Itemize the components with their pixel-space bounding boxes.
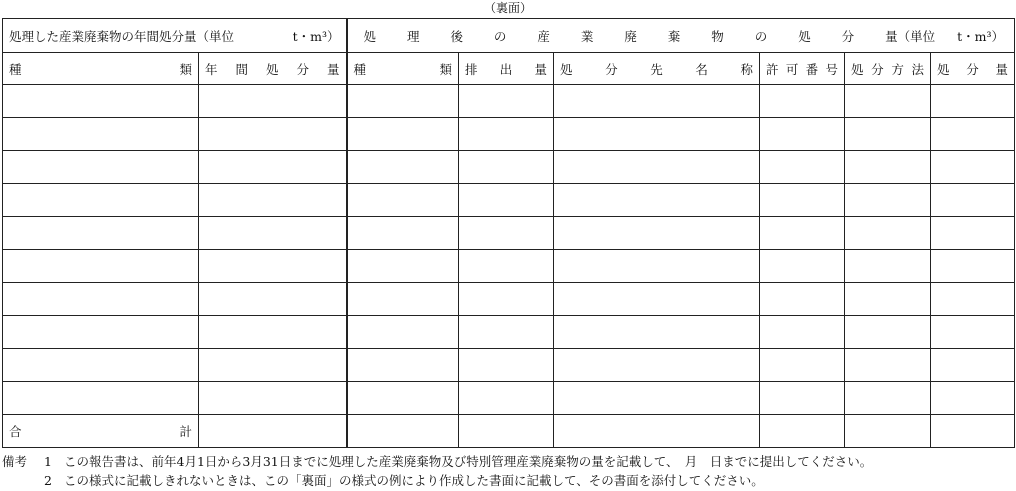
entry-cell-type[interactable]	[3, 118, 199, 151]
entry-cell-post-type[interactable]	[347, 184, 459, 217]
entry-cell-type[interactable]	[3, 316, 199, 349]
header-char: 処	[560, 61, 573, 77]
entry-cell-annual-amount[interactable]	[199, 151, 347, 184]
header-char: 号	[825, 61, 838, 77]
header-char: 量	[534, 61, 547, 77]
col-header-disposal-amount	[931, 53, 1015, 85]
entry-cell-disposal-amount[interactable]	[931, 349, 1015, 382]
entry-cell-disposal-amount[interactable]	[931, 85, 1015, 118]
total-label-char: 合	[9, 424, 22, 439]
header-char: 理	[406, 28, 420, 44]
entry-cell-annual-amount[interactable]	[199, 382, 347, 415]
entry-cell-destination[interactable]	[554, 283, 760, 316]
header-char: 法	[911, 61, 924, 77]
entry-cell-emission[interactable]	[459, 85, 554, 118]
entry-cell-emission[interactable]	[459, 184, 554, 217]
entry-cell-permit[interactable]	[760, 382, 845, 415]
entry-cell-annual-amount[interactable]	[199, 283, 347, 316]
header-char: 業	[580, 28, 594, 44]
entry-cell-disposal-amount[interactable]	[931, 250, 1015, 283]
entry-cell-method[interactable]	[845, 283, 931, 316]
entry-cell-destination[interactable]	[554, 184, 760, 217]
table-row	[3, 382, 1015, 415]
header-char: 出	[499, 61, 513, 77]
table-row	[3, 118, 1015, 151]
total-method-cell[interactable]	[845, 415, 931, 448]
table-row	[3, 217, 1015, 250]
entry-cell-post-type[interactable]	[347, 217, 459, 250]
total-row	[3, 415, 1015, 448]
note-item-1	[2, 452, 1014, 471]
total-post-type-cell[interactable]	[347, 415, 459, 448]
entry-cell-annual-amount[interactable]	[199, 349, 347, 382]
entry-cell-post-type[interactable]	[347, 250, 459, 283]
notes-section	[2, 452, 1014, 490]
entry-cell-emission[interactable]	[459, 151, 554, 184]
table-row	[3, 151, 1015, 184]
entry-cell-emission[interactable]	[459, 217, 554, 250]
header-char: 番	[805, 61, 819, 77]
header-char: 排	[465, 61, 478, 77]
entry-cell-annual-amount[interactable]	[199, 250, 347, 283]
total-label-char: 計	[179, 424, 192, 439]
post-treatment-header	[347, 19, 1015, 53]
header-unit: t・m³）	[957, 28, 1005, 44]
entry-cell-emission[interactable]	[459, 382, 554, 415]
entry-cell-destination[interactable]	[554, 349, 760, 382]
header-char: 類	[179, 61, 192, 77]
entry-cell-emission[interactable]	[459, 316, 554, 349]
header-char: の	[493, 28, 507, 44]
entry-cell-permit[interactable]	[760, 151, 845, 184]
entry-cell-post-type[interactable]	[347, 151, 459, 184]
annual-disposal-header	[3, 19, 347, 53]
table-row	[3, 349, 1015, 382]
header-char: 間	[235, 61, 248, 77]
col-header-destination-name	[554, 53, 760, 85]
header-char: 処	[937, 61, 950, 77]
note-text: この報告書は、前年4月1日から3月31日までに処理した産業廃棄物及び特別管理産業廃棄物の量を記載して、 月 日までに提出してください。	[64, 454, 873, 469]
total-emission-cell[interactable]	[459, 415, 554, 448]
col-header-type	[3, 53, 199, 85]
entry-cell-disposal-amount[interactable]	[931, 151, 1015, 184]
entry-cell-method[interactable]	[845, 316, 931, 349]
note-number: 2	[44, 473, 52, 488]
header-char: 方	[891, 61, 904, 77]
entry-cell-method[interactable]	[845, 382, 931, 415]
header-char: 種	[353, 61, 367, 77]
annual-disposal-header-text: 処理した産業廃棄物の年間処分量（単位	[9, 28, 235, 44]
entry-cell-annual-amount[interactable]	[199, 217, 347, 250]
entry-cell-post-type[interactable]	[347, 316, 459, 349]
entry-cell-destination[interactable]	[554, 382, 760, 415]
header-char: 年	[205, 61, 218, 77]
table-row	[3, 184, 1015, 217]
entry-cell-annual-amount[interactable]	[199, 316, 347, 349]
header-char: 廃	[624, 28, 637, 44]
entry-cell-permit[interactable]	[760, 283, 845, 316]
note-number: 1	[44, 454, 52, 469]
total-permit-cell[interactable]	[760, 415, 845, 448]
entry-cell-emission[interactable]	[459, 283, 554, 316]
entry-cell-disposal-amount[interactable]	[931, 184, 1015, 217]
total-destination-cell[interactable]	[554, 415, 760, 448]
header-char: 名	[695, 61, 708, 77]
entry-cell-permit[interactable]	[760, 316, 845, 349]
entry-cell-method[interactable]	[845, 217, 931, 250]
total-disposal-amount-cell[interactable]	[931, 415, 1015, 448]
header-char: 分	[296, 61, 309, 77]
header-char: 後	[450, 28, 463, 44]
entry-cell-permit[interactable]	[760, 217, 845, 250]
notes-label: 備考	[2, 454, 28, 469]
entry-cell-annual-amount[interactable]	[199, 184, 347, 217]
header-char: 量（単位	[885, 28, 936, 44]
entry-rows	[3, 85, 1015, 415]
header-char: 許	[766, 61, 779, 77]
entry-cell-post-type[interactable]	[347, 85, 459, 118]
header-char: 可	[785, 61, 799, 77]
header-char: 量	[995, 61, 1009, 77]
entry-cell-type[interactable]	[3, 349, 199, 382]
header-char: 産	[537, 28, 550, 44]
header-char: 分	[966, 61, 979, 77]
col-header-annual-amount	[199, 53, 347, 85]
entry-cell-type[interactable]	[3, 382, 199, 415]
entry-cell-permit[interactable]	[760, 118, 845, 151]
entry-cell-type[interactable]	[3, 184, 199, 217]
entry-cell-disposal-amount[interactable]	[931, 382, 1015, 415]
entry-cell-disposal-amount[interactable]	[931, 217, 1015, 250]
entry-cell-destination[interactable]	[554, 151, 760, 184]
entry-cell-method[interactable]	[845, 151, 931, 184]
entry-cell-emission[interactable]	[459, 349, 554, 382]
entry-cell-permit[interactable]	[760, 250, 845, 283]
entry-cell-annual-amount[interactable]	[199, 85, 347, 118]
table-row	[3, 283, 1015, 316]
table-row	[3, 316, 1015, 349]
entry-cell-destination[interactable]	[554, 118, 760, 151]
col-header-permit-number	[760, 53, 845, 85]
entry-cell-method[interactable]	[845, 85, 931, 118]
annual-disposal-header-unit: t・m³）	[292, 28, 340, 44]
column-header-row	[3, 53, 1015, 85]
header-char: 類	[439, 61, 452, 77]
entry-cell-disposal-amount[interactable]	[931, 118, 1015, 151]
entry-cell-post-type[interactable]	[347, 283, 459, 316]
entry-cell-method[interactable]	[845, 349, 931, 382]
entry-cell-destination[interactable]	[554, 316, 760, 349]
entry-cell-method[interactable]	[845, 118, 931, 151]
header-char: 棄	[667, 28, 681, 44]
entry-cell-type[interactable]	[3, 217, 199, 250]
entry-cell-annual-amount[interactable]	[199, 118, 347, 151]
note-item-2	[2, 471, 1014, 490]
entry-cell-type[interactable]	[3, 250, 199, 283]
header-char: の	[754, 28, 768, 44]
entry-cell-permit[interactable]	[760, 349, 845, 382]
entry-cell-type[interactable]	[3, 85, 199, 118]
col-header-emission	[459, 53, 554, 85]
total-annual-amount-cell[interactable]	[199, 415, 347, 448]
entry-cell-permit[interactable]	[760, 85, 845, 118]
header-char: 分	[871, 61, 884, 77]
header-char: 種	[9, 61, 22, 77]
header-group-row	[3, 19, 1015, 53]
entry-cell-disposal-amount[interactable]	[931, 316, 1015, 349]
waste-disposal-report-table	[2, 18, 1015, 448]
header-char: 処	[265, 61, 279, 77]
entry-cell-disposal-amount[interactable]	[931, 283, 1015, 316]
entry-cell-post-type[interactable]	[347, 118, 459, 151]
table-row	[3, 85, 1015, 118]
entry-cell-method[interactable]	[845, 184, 931, 217]
header-char: 処	[851, 61, 864, 77]
header-char: 処	[798, 28, 811, 44]
header-char: 分	[605, 61, 618, 77]
header-char: 量	[326, 61, 340, 77]
entry-cell-emission[interactable]	[459, 118, 554, 151]
entry-cell-type[interactable]	[3, 283, 199, 316]
header-char: 処	[363, 28, 377, 44]
header-char: 先	[650, 61, 663, 77]
total-label-cell	[3, 415, 199, 448]
note-text: この様式に記載しきれないときは、この「裏面」の様式の例により作成した書面に記載して、その書面を添付してください。	[64, 473, 764, 488]
entry-cell-type[interactable]	[3, 151, 199, 184]
entry-cell-permit[interactable]	[760, 184, 845, 217]
entry-cell-destination[interactable]	[554, 250, 760, 283]
entry-cell-post-type[interactable]	[347, 382, 459, 415]
entry-cell-emission[interactable]	[459, 250, 554, 283]
table-row	[3, 250, 1015, 283]
page-heading: （裏面）	[483, 1, 532, 15]
entry-cell-destination[interactable]	[554, 217, 760, 250]
entry-cell-post-type[interactable]	[347, 349, 459, 382]
header-char: 分	[841, 28, 855, 44]
header-char: 称	[740, 61, 753, 77]
header-char: 物	[711, 28, 724, 44]
entry-cell-method[interactable]	[845, 250, 931, 283]
entry-cell-destination[interactable]	[554, 85, 760, 118]
col-header-post-type	[347, 53, 459, 85]
col-header-disposal-method	[845, 53, 931, 85]
